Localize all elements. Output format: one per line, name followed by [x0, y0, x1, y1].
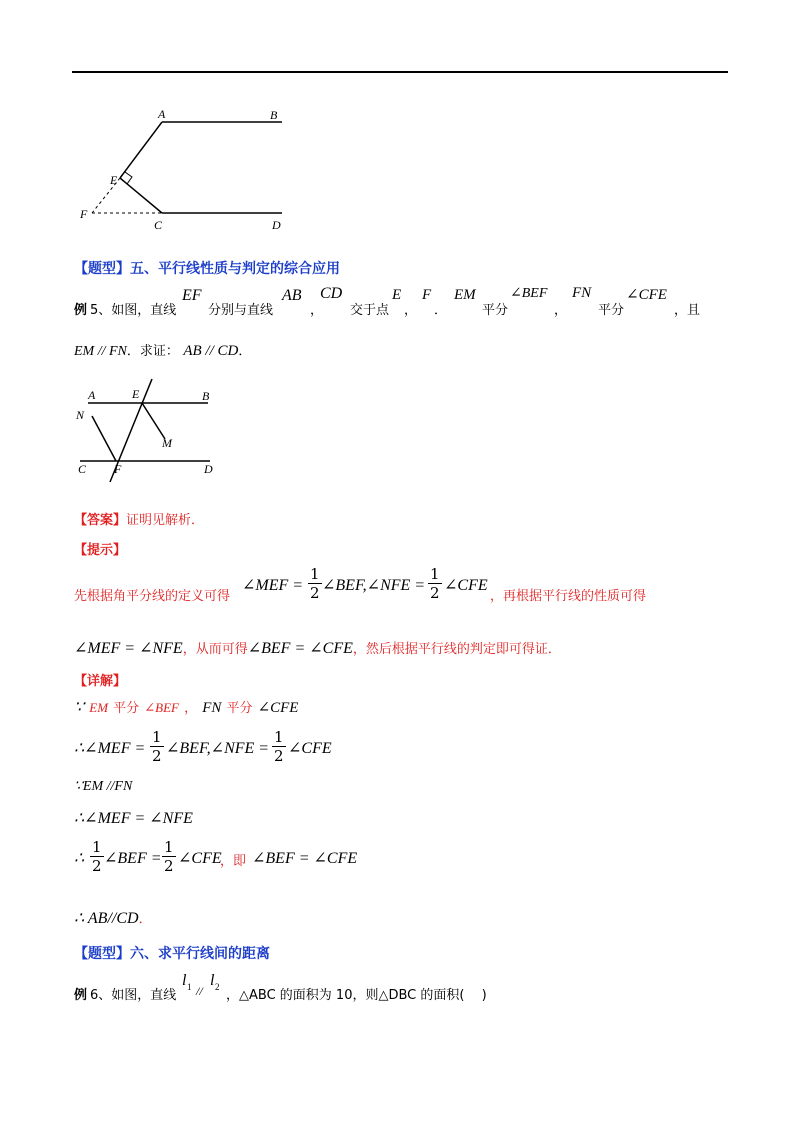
fig1-label-B: B	[270, 108, 278, 122]
answer-line: 【答案】证明见解析．	[74, 513, 205, 528]
hint-tag: 【提示】	[74, 543, 127, 558]
fig2-label-N: N	[76, 408, 85, 422]
fig1-label-E: E	[110, 173, 118, 187]
fig1-label-F: F	[80, 207, 88, 221]
header-rule	[72, 71, 728, 73]
fig2-label-B: B	[202, 389, 210, 403]
fig1-label-D: D	[272, 218, 281, 232]
fig2-label-C: C	[78, 462, 87, 476]
fig1-label-A: A	[158, 107, 166, 121]
fig1-label-C: C	[154, 218, 163, 232]
section-5-heading: 【题型】五、平行线性质与判定的综合应用	[74, 261, 340, 277]
figure-1-diagram	[70, 100, 300, 235]
detail-line-4: ∴∠MEF = ∠NFE	[74, 810, 193, 827]
detail-tag: 【详解】	[74, 674, 127, 689]
fig2-label-E: E	[132, 387, 140, 401]
fig2-label-A: A	[88, 388, 96, 402]
detail-line-6: ∴ AB//CD．	[74, 910, 152, 927]
detail-line-1: ∵ EM 平分 ∠BEF ， FN 平分 ∠CFE	[74, 699, 299, 716]
fig2-label-F: F	[114, 462, 122, 476]
example-5-line-2: EM // FN．求证： AB // CD．	[74, 343, 252, 359]
fig2-label-M: M	[162, 436, 172, 450]
figure-2-diagram	[70, 374, 230, 490]
detail-line-3: ∵EM //FN	[74, 779, 133, 794]
section-6-heading: 【题型】六、求平行线间的距离	[74, 946, 270, 962]
hint-line-2: ∠MEF = ∠NFE，从而可得∠BEF = ∠CFE，然后根据平行线的判定即可得证．	[74, 640, 561, 657]
fig2-label-D: D	[204, 462, 213, 476]
